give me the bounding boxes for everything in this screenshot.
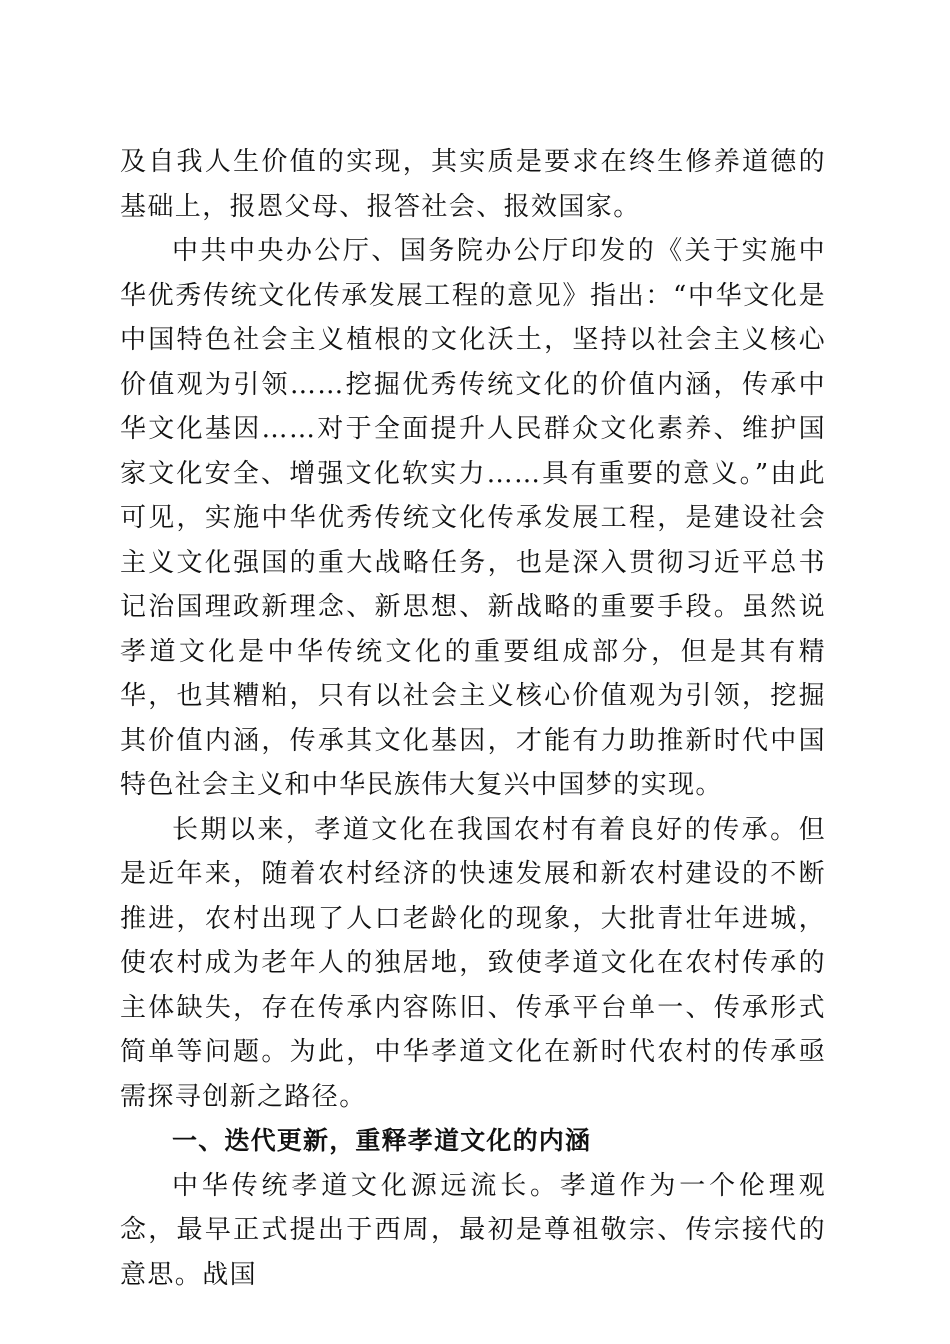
section-heading: 一、迭代更新，重释孝道文化的内涵 xyxy=(172,1126,592,1155)
paragraph-continuation: 及自我人生价值的实现，其实质是要求在终生修养道德的基础上，报恩父母、报答社会、报效国家。 xyxy=(120,147,826,222)
paragraph-history: 中华传统孝道文化源远流长。孝道作为一个伦理观念，最早正式提出于西周，最初是尊祖敬宗、传宗接代的意思。战国 xyxy=(120,1170,826,1290)
paragraph-policy-quote: 中共中央办公厅、国务院办公厅印发的《关于实施中华优秀传统文化传承发展工程的意见》指出：“中华文化是中国特色社会主义植根的文化沃土，坚持以社会主义核心价值观为引领……挖掘优秀传统文化的价值内涵，传承中华文化基因……对于全面提升人民群众文化素养、维护国家文化安全、增强文化软实力……具有重要的意义。”由此可见，实施中华优秀传统文化传承发展工程，是建设社会主义文化强国的重大战略任务，也是深入贯彻习近平总书记治国理政新理念、新思想、新战略的重要手段。虽然说孝道文化是中华传统文化的重要组成部分，但是其有精华，也其糟粕，只有以社会主义核心价值观为引领，挖掘其价值内涵，传承其文化基因，才能有力助推新时代中国特色社会主义和中华民族伟大复兴中国梦的实现。 xyxy=(120,236,826,800)
paragraph-rural-context: 长期以来，孝道文化在我国农村有着良好的传承。但是近年来，随着农村经济的快速发展和新农村建设的不断推进，农村出现了人口老龄化的现象，大批青壮年进城，使农村成为老年人的独居地，致使孝道文化在农村传承的主体缺失，存在传承内容陈旧、传承平台单一、传承形式简单等问题。为此，中华孝道文化在新时代农村的传承亟需探寻创新之路径。 xyxy=(120,814,826,1112)
document-page xyxy=(120,140,826,1297)
